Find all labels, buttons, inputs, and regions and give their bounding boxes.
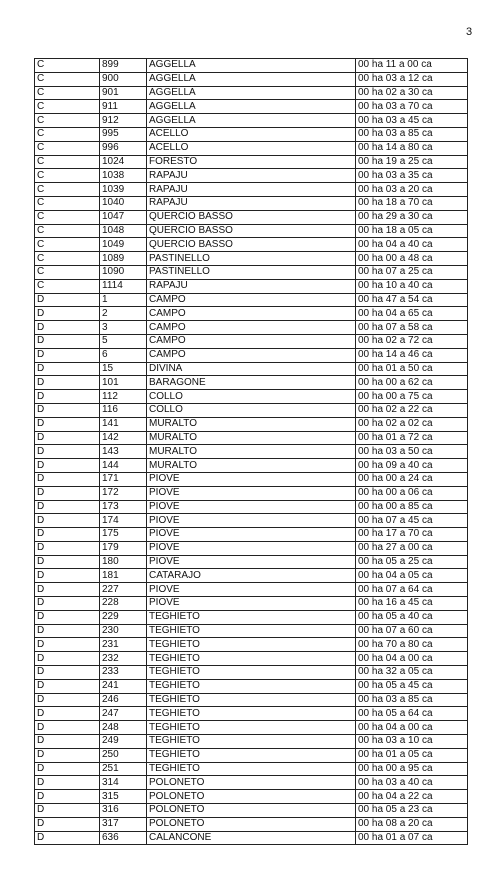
sheet-cell: C: [35, 183, 100, 197]
area-cell: 00 ha 17 a 70 ca: [356, 528, 468, 542]
table-row: [35, 390, 468, 404]
sheet-cell: C: [35, 100, 100, 114]
area-cell: 00 ha 04 a 00 ca: [356, 721, 468, 735]
locality-cell: AGGELLA: [147, 72, 356, 86]
sheet-cell: D: [35, 762, 100, 776]
sheet-cell: C: [35, 59, 100, 73]
sheet-cell: D: [35, 624, 100, 638]
locality-cell: RAPAJU: [147, 279, 356, 293]
sheet-cell: D: [35, 776, 100, 790]
parcel-number-cell: 175: [100, 528, 147, 542]
parcel-number-cell: 1114: [100, 279, 147, 293]
area-cell: 00 ha 03 a 50 ca: [356, 445, 468, 459]
area-cell: 00 ha 16 a 45 ca: [356, 597, 468, 611]
locality-cell: POLONETO: [147, 776, 356, 790]
parcel-number-cell: 3: [100, 321, 147, 335]
area-cell: 00 ha 00 a 95 ca: [356, 762, 468, 776]
parcel-number-cell: 142: [100, 431, 147, 445]
sheet-cell: C: [35, 238, 100, 252]
area-cell: 00 ha 14 a 80 ca: [356, 141, 468, 155]
table-row: [35, 362, 468, 376]
sheet-cell: C: [35, 114, 100, 128]
sheet-cell: D: [35, 569, 100, 583]
locality-cell: MURALTO: [147, 417, 356, 431]
table-row: [35, 431, 468, 445]
sheet-cell: D: [35, 790, 100, 804]
table-row: [35, 348, 468, 362]
table-row: [35, 679, 468, 693]
area-cell: 00 ha 05 a 45 ca: [356, 679, 468, 693]
locality-cell: PASTINELLO: [147, 265, 356, 279]
table-row: [35, 445, 468, 459]
table-row: [35, 652, 468, 666]
table-row: [35, 376, 468, 390]
sheet-cell: C: [35, 224, 100, 238]
parcel-number-cell: 15: [100, 362, 147, 376]
locality-cell: TEGHIETO: [147, 735, 356, 749]
parcel-number-cell: 228: [100, 597, 147, 611]
locality-cell: FORESTO: [147, 155, 356, 169]
area-cell: 00 ha 03 a 12 ca: [356, 72, 468, 86]
area-cell: 00 ha 03 a 35 ca: [356, 169, 468, 183]
sheet-cell: D: [35, 334, 100, 348]
locality-cell: PIOVE: [147, 472, 356, 486]
area-cell: 00 ha 05 a 23 ca: [356, 804, 468, 818]
table-row: [35, 293, 468, 307]
table-row: [35, 321, 468, 335]
area-cell: 00 ha 00 a 06 ca: [356, 486, 468, 500]
sheet-cell: C: [35, 169, 100, 183]
area-cell: 00 ha 00 a 62 ca: [356, 376, 468, 390]
area-cell: 00 ha 00 a 75 ca: [356, 390, 468, 404]
table-row: [35, 59, 468, 73]
sheet-cell: D: [35, 417, 100, 431]
locality-cell: TEGHIETO: [147, 762, 356, 776]
table-row: [35, 196, 468, 210]
area-cell: 00 ha 07 a 60 ca: [356, 624, 468, 638]
area-cell: 00 ha 01 a 07 ca: [356, 831, 468, 845]
sheet-cell: D: [35, 679, 100, 693]
table-row: [35, 776, 468, 790]
locality-cell: AGGELLA: [147, 100, 356, 114]
sheet-cell: D: [35, 817, 100, 831]
table-row: [35, 817, 468, 831]
sheet-cell: D: [35, 459, 100, 473]
table-row: [35, 114, 468, 128]
area-cell: 00 ha 07 a 58 ca: [356, 321, 468, 335]
locality-cell: TEGHIETO: [147, 721, 356, 735]
sheet-cell: D: [35, 610, 100, 624]
locality-cell: TEGHIETO: [147, 638, 356, 652]
locality-cell: DIVINA: [147, 362, 356, 376]
parcel-number-cell: 901: [100, 86, 147, 100]
area-cell: 00 ha 03 a 40 ca: [356, 776, 468, 790]
table-row: [35, 624, 468, 638]
locality-cell: TEGHIETO: [147, 693, 356, 707]
parcel-number-cell: 1049: [100, 238, 147, 252]
sheet-cell: C: [35, 265, 100, 279]
locality-cell: RAPAJU: [147, 196, 356, 210]
locality-cell: QUERCIO BASSO: [147, 238, 356, 252]
locality-cell: TEGHIETO: [147, 624, 356, 638]
table-row: [35, 155, 468, 169]
locality-cell: MURALTO: [147, 459, 356, 473]
sheet-cell: D: [35, 597, 100, 611]
area-cell: 00 ha 29 a 30 ca: [356, 210, 468, 224]
parcel-number-cell: 232: [100, 652, 147, 666]
area-cell: 00 ha 08 a 20 ca: [356, 817, 468, 831]
table-row: [35, 610, 468, 624]
locality-cell: PIOVE: [147, 555, 356, 569]
locality-cell: CAMPO: [147, 334, 356, 348]
locality-cell: CAMPO: [147, 307, 356, 321]
sheet-cell: D: [35, 500, 100, 514]
table-row: [35, 334, 468, 348]
sheet-cell: C: [35, 72, 100, 86]
area-cell: 00 ha 02 a 02 ca: [356, 417, 468, 431]
parcel-number-cell: 248: [100, 721, 147, 735]
sheet-cell: C: [35, 196, 100, 210]
table-row: [35, 307, 468, 321]
area-cell: 00 ha 32 a 05 ca: [356, 666, 468, 680]
area-cell: 00 ha 02 a 22 ca: [356, 403, 468, 417]
area-cell: 00 ha 02 a 72 ca: [356, 334, 468, 348]
parcel-number-cell: 315: [100, 790, 147, 804]
sheet-cell: D: [35, 321, 100, 335]
sheet-cell: D: [35, 293, 100, 307]
parcel-number-cell: 899: [100, 59, 147, 73]
area-cell: 00 ha 03 a 85 ca: [356, 693, 468, 707]
sheet-cell: D: [35, 735, 100, 749]
parcel-number-cell: 316: [100, 804, 147, 818]
table-row: [35, 183, 468, 197]
locality-cell: POLONETO: [147, 817, 356, 831]
sheet-cell: C: [35, 210, 100, 224]
parcel-number-cell: 1089: [100, 252, 147, 266]
locality-cell: ACELLO: [147, 127, 356, 141]
area-cell: 00 ha 11 a 00 ca: [356, 59, 468, 73]
parcel-number-cell: 6: [100, 348, 147, 362]
table-row: [35, 472, 468, 486]
area-cell: 00 ha 03 a 70 ca: [356, 100, 468, 114]
sheet-cell: D: [35, 666, 100, 680]
parcel-number-cell: 227: [100, 583, 147, 597]
parcel-number-cell: 911: [100, 100, 147, 114]
table-row: [35, 721, 468, 735]
table-row: [35, 693, 468, 707]
sheet-cell: C: [35, 252, 100, 266]
locality-cell: BARAGONE: [147, 376, 356, 390]
table-row: [35, 831, 468, 845]
area-cell: 00 ha 03 a 10 ca: [356, 735, 468, 749]
page-number: 3: [466, 26, 473, 38]
sheet-cell: D: [35, 472, 100, 486]
sheet-cell: D: [35, 555, 100, 569]
parcel-number-cell: 5: [100, 334, 147, 348]
locality-cell: TEGHIETO: [147, 707, 356, 721]
parcel-number-cell: 246: [100, 693, 147, 707]
area-cell: 00 ha 04 a 22 ca: [356, 790, 468, 804]
parcel-number-cell: 247: [100, 707, 147, 721]
locality-cell: CATARAJO: [147, 569, 356, 583]
area-cell: 00 ha 18 a 05 ca: [356, 224, 468, 238]
parcel-number-cell: 231: [100, 638, 147, 652]
area-cell: 00 ha 09 a 40 ca: [356, 459, 468, 473]
sheet-cell: D: [35, 514, 100, 528]
area-cell: 00 ha 03 a 20 ca: [356, 183, 468, 197]
sheet-cell: D: [35, 721, 100, 735]
parcel-number-cell: 233: [100, 666, 147, 680]
locality-cell: TEGHIETO: [147, 666, 356, 680]
locality-cell: PIOVE: [147, 500, 356, 514]
table-row: [35, 790, 468, 804]
table-row: [35, 72, 468, 86]
area-cell: 00 ha 04 a 00 ca: [356, 652, 468, 666]
locality-cell: TEGHIETO: [147, 679, 356, 693]
parcel-number-cell: 241: [100, 679, 147, 693]
sheet-cell: C: [35, 86, 100, 100]
locality-cell: PIOVE: [147, 528, 356, 542]
parcel-number-cell: 1090: [100, 265, 147, 279]
table-row: [35, 100, 468, 114]
locality-cell: RAPAJU: [147, 183, 356, 197]
locality-cell: CAMPO: [147, 348, 356, 362]
sheet-cell: D: [35, 652, 100, 666]
parcel-number-cell: 229: [100, 610, 147, 624]
locality-cell: POLONETO: [147, 790, 356, 804]
parcel-number-cell: 143: [100, 445, 147, 459]
parcel-number-cell: 101: [100, 376, 147, 390]
table-row: [35, 279, 468, 293]
area-cell: 00 ha 05 a 40 ca: [356, 610, 468, 624]
parcel-number-cell: 2: [100, 307, 147, 321]
locality-cell: AGGELLA: [147, 114, 356, 128]
parcel-number-cell: 1038: [100, 169, 147, 183]
parcel-number-cell: 181: [100, 569, 147, 583]
locality-cell: PIOVE: [147, 514, 356, 528]
sheet-cell: D: [35, 583, 100, 597]
locality-cell: PASTINELLO: [147, 252, 356, 266]
table-row: [35, 666, 468, 680]
sheet-cell: D: [35, 831, 100, 845]
table-row: [35, 265, 468, 279]
parcel-number-cell: 1040: [100, 196, 147, 210]
parcel-number-cell: 995: [100, 127, 147, 141]
sheet-cell: D: [35, 541, 100, 555]
area-cell: 00 ha 02 a 30 ca: [356, 86, 468, 100]
parcel-number-cell: 180: [100, 555, 147, 569]
area-cell: 00 ha 01 a 50 ca: [356, 362, 468, 376]
land-parcel-table: [34, 58, 468, 845]
table-row: [35, 417, 468, 431]
parcel-number-cell: 314: [100, 776, 147, 790]
area-cell: 00 ha 01 a 72 ca: [356, 431, 468, 445]
table-row: [35, 748, 468, 762]
locality-cell: QUERCIO BASSO: [147, 210, 356, 224]
sheet-cell: C: [35, 127, 100, 141]
parcel-number-cell: 900: [100, 72, 147, 86]
table-row: [35, 252, 468, 266]
locality-cell: MURALTO: [147, 445, 356, 459]
parcel-number-cell: 251: [100, 762, 147, 776]
area-cell: 00 ha 05 a 25 ca: [356, 555, 468, 569]
parcel-number-cell: 171: [100, 472, 147, 486]
locality-cell: PIOVE: [147, 583, 356, 597]
locality-cell: POLONETO: [147, 804, 356, 818]
sheet-cell: C: [35, 141, 100, 155]
parcel-number-cell: 144: [100, 459, 147, 473]
locality-cell: PIOVE: [147, 541, 356, 555]
sheet-cell: D: [35, 390, 100, 404]
sheet-cell: D: [35, 486, 100, 500]
area-cell: 00 ha 05 a 64 ca: [356, 707, 468, 721]
table-row: [35, 735, 468, 749]
locality-cell: COLLO: [147, 403, 356, 417]
sheet-cell: D: [35, 707, 100, 721]
sheet-cell: D: [35, 693, 100, 707]
locality-cell: PIOVE: [147, 486, 356, 500]
area-cell: 00 ha 03 a 85 ca: [356, 127, 468, 141]
sheet-cell: C: [35, 279, 100, 293]
locality-cell: AGGELLA: [147, 86, 356, 100]
area-cell: 00 ha 00 a 48 ca: [356, 252, 468, 266]
locality-cell: RAPAJU: [147, 169, 356, 183]
parcel-number-cell: 249: [100, 735, 147, 749]
parcel-number-cell: 996: [100, 141, 147, 155]
table-row: [35, 804, 468, 818]
parcel-number-cell: 912: [100, 114, 147, 128]
area-cell: 00 ha 27 a 00 ca: [356, 541, 468, 555]
table-row: [35, 528, 468, 542]
area-cell: 00 ha 19 a 25 ca: [356, 155, 468, 169]
parcel-number-cell: 636: [100, 831, 147, 845]
parcel-number-cell: 1: [100, 293, 147, 307]
sheet-cell: D: [35, 804, 100, 818]
locality-cell: ACELLO: [147, 141, 356, 155]
sheet-cell: D: [35, 403, 100, 417]
parcel-number-cell: 179: [100, 541, 147, 555]
parcel-number-cell: 1048: [100, 224, 147, 238]
area-cell: 00 ha 18 a 70 ca: [356, 196, 468, 210]
locality-cell: PIOVE: [147, 597, 356, 611]
sheet-cell: C: [35, 155, 100, 169]
area-cell: 00 ha 70 a 80 ca: [356, 638, 468, 652]
sheet-cell: D: [35, 748, 100, 762]
area-cell: 00 ha 07 a 25 ca: [356, 265, 468, 279]
table-row: [35, 86, 468, 100]
sheet-cell: D: [35, 307, 100, 321]
table-row: [35, 597, 468, 611]
area-cell: 00 ha 00 a 85 ca: [356, 500, 468, 514]
table-row: [35, 224, 468, 238]
table-row: [35, 238, 468, 252]
locality-cell: CALANCONE: [147, 831, 356, 845]
parcel-number-cell: 174: [100, 514, 147, 528]
table-row: [35, 638, 468, 652]
locality-cell: TEGHIETO: [147, 610, 356, 624]
locality-cell: QUERCIO BASSO: [147, 224, 356, 238]
area-cell: 00 ha 07 a 45 ca: [356, 514, 468, 528]
locality-cell: AGGELLA: [147, 59, 356, 73]
table-row: [35, 127, 468, 141]
table-row: [35, 169, 468, 183]
table-row: [35, 541, 468, 555]
sheet-cell: D: [35, 528, 100, 542]
table-row: [35, 514, 468, 528]
parcel-number-cell: 317: [100, 817, 147, 831]
parcel-number-cell: 172: [100, 486, 147, 500]
parcel-number-cell: 230: [100, 624, 147, 638]
area-cell: 00 ha 00 a 24 ca: [356, 472, 468, 486]
table-row: [35, 403, 468, 417]
area-cell: 00 ha 10 a 40 ca: [356, 279, 468, 293]
locality-cell: TEGHIETO: [147, 652, 356, 666]
locality-cell: CAMPO: [147, 321, 356, 335]
parcel-number-cell: 116: [100, 403, 147, 417]
table-row: [35, 762, 468, 776]
parcel-number-cell: 112: [100, 390, 147, 404]
table-row: [35, 555, 468, 569]
area-cell: 00 ha 04 a 05 ca: [356, 569, 468, 583]
sheet-cell: D: [35, 376, 100, 390]
area-cell: 00 ha 04 a 65 ca: [356, 307, 468, 321]
area-cell: 00 ha 01 a 05 ca: [356, 748, 468, 762]
table-row: [35, 707, 468, 721]
locality-cell: TEGHIETO: [147, 748, 356, 762]
table-row: [35, 141, 468, 155]
table-row: [35, 486, 468, 500]
locality-cell: COLLO: [147, 390, 356, 404]
parcel-rows: [35, 59, 468, 845]
area-cell: 00 ha 03 a 45 ca: [356, 114, 468, 128]
parcel-number-cell: 250: [100, 748, 147, 762]
sheet-cell: D: [35, 348, 100, 362]
table-row: [35, 569, 468, 583]
sheet-cell: D: [35, 445, 100, 459]
table-row: [35, 500, 468, 514]
parcel-number-cell: 1047: [100, 210, 147, 224]
area-cell: 00 ha 07 a 64 ca: [356, 583, 468, 597]
table-row: [35, 210, 468, 224]
parcel-number-cell: 1039: [100, 183, 147, 197]
sheet-cell: D: [35, 638, 100, 652]
locality-cell: MURALTO: [147, 431, 356, 445]
sheet-cell: D: [35, 431, 100, 445]
area-cell: 00 ha 04 a 40 ca: [356, 238, 468, 252]
parcel-number-cell: 1024: [100, 155, 147, 169]
table-row: [35, 583, 468, 597]
sheet-cell: D: [35, 362, 100, 376]
parcel-number-cell: 173: [100, 500, 147, 514]
parcel-number-cell: 141: [100, 417, 147, 431]
table-row: [35, 459, 468, 473]
locality-cell: CAMPO: [147, 293, 356, 307]
area-cell: 00 ha 14 a 46 ca: [356, 348, 468, 362]
area-cell: 00 ha 47 a 54 ca: [356, 293, 468, 307]
